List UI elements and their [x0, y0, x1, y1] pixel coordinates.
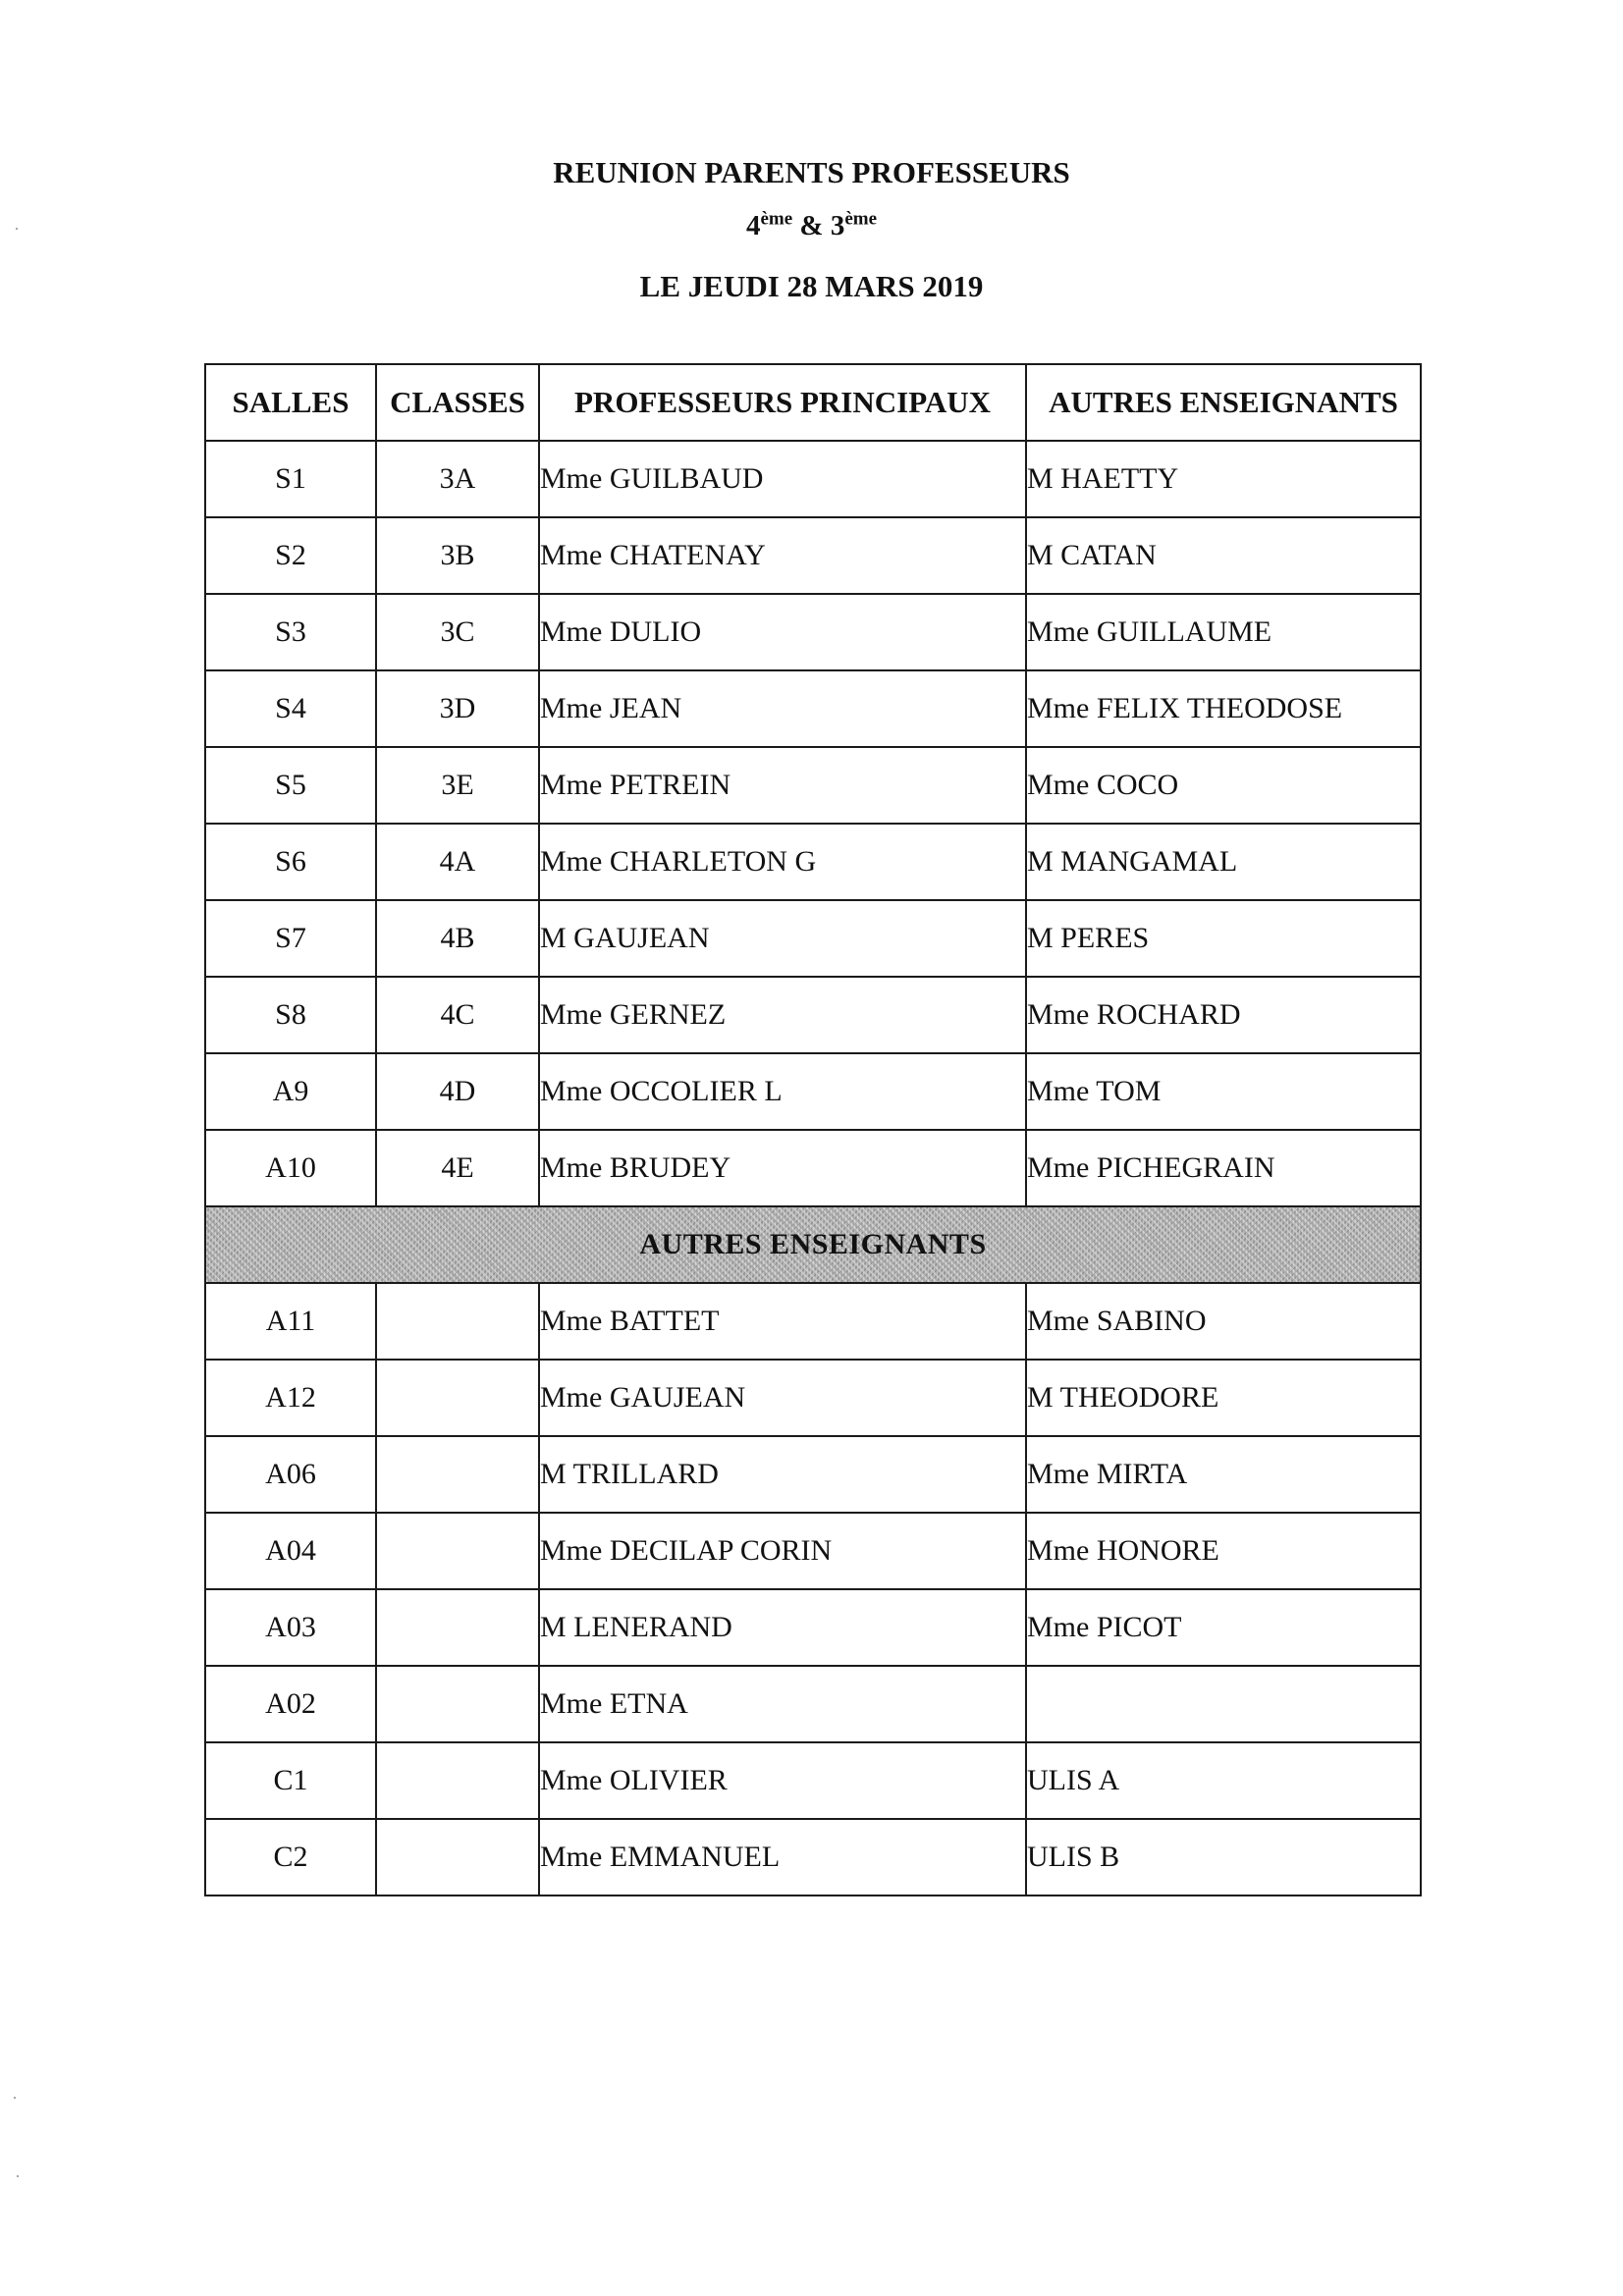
other-teacher-cell: M THEODORE	[1026, 1360, 1421, 1436]
other-teacher-cell: Mme HONORE	[1026, 1513, 1421, 1589]
classe-cell: 4A	[376, 824, 539, 900]
other-teacher-cell: Mme COCO	[1026, 747, 1421, 824]
salle-cell: S4	[205, 670, 376, 747]
classe-cell: 3E	[376, 747, 539, 824]
principal-teacher-cell: Mme CHATENAY	[539, 517, 1026, 594]
header-salles: SALLES	[205, 364, 376, 441]
meeting-table	[204, 363, 1422, 1896]
header-classes: CLASSES	[376, 364, 539, 441]
table-row	[205, 900, 1421, 977]
classe-cell	[376, 1436, 539, 1513]
header-professeurs-principaux: PROFESSEURS PRINCIPAUX	[539, 364, 1026, 441]
salle-cell: A06	[205, 1436, 376, 1513]
other-teacher-cell: M CATAN	[1026, 517, 1421, 594]
classe-cell: 4B	[376, 900, 539, 977]
principal-teacher-cell: M GAUJEAN	[539, 900, 1026, 977]
scan-speck	[16, 228, 18, 230]
salle-cell: S5	[205, 747, 376, 824]
other-teacher-cell	[1026, 1666, 1421, 1742]
other-teacher-rows	[205, 1283, 1421, 1896]
other-teacher-cell: Mme TOM	[1026, 1053, 1421, 1130]
table-row	[205, 1360, 1421, 1436]
classe-cell	[376, 1360, 539, 1436]
other-teacher-cell: Mme GUILLAUME	[1026, 594, 1421, 670]
salle-cell: A12	[205, 1360, 376, 1436]
table-row	[205, 1589, 1421, 1666]
salle-cell: A03	[205, 1589, 376, 1666]
document-title: REUNION PARENTS PROFESSEURS	[553, 155, 1070, 189]
table-row	[205, 1513, 1421, 1589]
other-teacher-cell: Mme FELIX THEODOSE	[1026, 670, 1421, 747]
table-row	[205, 670, 1421, 747]
salle-cell: A02	[205, 1666, 376, 1742]
table-row	[205, 517, 1421, 594]
principal-teacher-cell: Mme DULIO	[539, 594, 1026, 670]
classe-cell: 3A	[376, 441, 539, 517]
header-autres-enseignants: AUTRES ENSEIGNANTS	[1026, 364, 1421, 441]
classe-cell	[376, 1666, 539, 1742]
table-row	[205, 1742, 1421, 1819]
classe-cell	[376, 1742, 539, 1819]
section-banner: AUTRES ENSEIGNANTS	[205, 1206, 1421, 1283]
level-3: 3	[830, 210, 845, 241]
classe-cell: 4D	[376, 1053, 539, 1130]
principal-teacher-cell: M LENERAND	[539, 1589, 1026, 1666]
salle-cell: A11	[205, 1283, 376, 1360]
other-teacher-cell: M MANGAMAL	[1026, 824, 1421, 900]
classe-cell: 3D	[376, 670, 539, 747]
meeting-date: LE JEUDI 28 MARS 2019	[639, 269, 984, 303]
principal-teacher-cell: M TRILLARD	[539, 1436, 1026, 1513]
salle-cell: S6	[205, 824, 376, 900]
classe-cell: 4C	[376, 977, 539, 1053]
table-row	[205, 824, 1421, 900]
other-teacher-cell: Mme ROCHARD	[1026, 977, 1421, 1053]
principal-teacher-cell: Mme OCCOLIER L	[539, 1053, 1026, 1130]
classe-cell	[376, 1589, 539, 1666]
level-3-suffix: ème	[844, 208, 878, 230]
table-header-row	[205, 364, 1421, 441]
other-teacher-cell: M HAETTY	[1026, 441, 1421, 517]
classe-cell: 4E	[376, 1130, 539, 1206]
other-teacher-cell: ULIS B	[1026, 1819, 1421, 1896]
salle-cell: A10	[205, 1130, 376, 1206]
principal-teacher-cell: Mme JEAN	[539, 670, 1026, 747]
table-row	[205, 1053, 1421, 1130]
other-teacher-cell: Mme PICOT	[1026, 1589, 1421, 1666]
principal-teacher-cell: Mme GUILBAUD	[539, 441, 1026, 517]
classe-cell: 3B	[376, 517, 539, 594]
salle-cell: S2	[205, 517, 376, 594]
table-row	[205, 1130, 1421, 1206]
other-teacher-cell: Mme SABINO	[1026, 1283, 1421, 1360]
other-teacher-cell: ULIS A	[1026, 1742, 1421, 1819]
table-row	[205, 747, 1421, 824]
principal-teacher-cell: Mme GERNEZ	[539, 977, 1026, 1053]
other-teacher-cell: Mme PICHEGRAIN	[1026, 1130, 1421, 1206]
other-teacher-cell: Mme MIRTA	[1026, 1436, 1421, 1513]
table-row	[205, 1283, 1421, 1360]
salle-cell: S8	[205, 977, 376, 1053]
principal-teacher-cell: Mme ETNA	[539, 1666, 1026, 1742]
level-4: 4	[745, 210, 761, 241]
salle-cell: S7	[205, 900, 376, 977]
principal-teacher-cell: Mme EMMANUEL	[539, 1819, 1026, 1896]
scan-speck	[14, 2097, 16, 2099]
principal-teacher-cell: Mme CHARLETON G	[539, 824, 1026, 900]
principal-teacher-cell: Mme BRUDEY	[539, 1130, 1026, 1206]
class-rows	[205, 441, 1421, 1206]
principal-teacher-cell: Mme OLIVIER	[539, 1742, 1026, 1819]
table-row	[205, 594, 1421, 670]
table-row	[205, 977, 1421, 1053]
table-row	[205, 441, 1421, 517]
classe-cell	[376, 1283, 539, 1360]
salle-cell: A9	[205, 1053, 376, 1130]
classe-cell	[376, 1513, 539, 1589]
salle-cell: C2	[205, 1819, 376, 1896]
salle-cell: C1	[205, 1742, 376, 1819]
table-row	[205, 1666, 1421, 1742]
classe-cell: 3C	[376, 594, 539, 670]
principal-teacher-cell: Mme DECILAP CORIN	[539, 1513, 1026, 1589]
principal-teacher-cell: Mme GAUJEAN	[539, 1360, 1026, 1436]
level-4-suffix: ème	[760, 208, 793, 230]
table-row	[205, 1436, 1421, 1513]
principal-teacher-cell: Mme PETREIN	[539, 747, 1026, 824]
table-row	[205, 1819, 1421, 1896]
salle-cell: S1	[205, 441, 376, 517]
salle-cell: A04	[205, 1513, 376, 1589]
scan-speck	[17, 2175, 19, 2177]
classe-cell	[376, 1819, 539, 1896]
principal-teacher-cell: Mme BATTET	[539, 1283, 1026, 1360]
salle-cell: S3	[205, 594, 376, 670]
level-separator: &	[792, 210, 831, 241]
section-banner-row	[205, 1206, 1421, 1283]
grade-levels	[0, 210, 1623, 242]
other-teacher-cell: M PERES	[1026, 900, 1421, 977]
